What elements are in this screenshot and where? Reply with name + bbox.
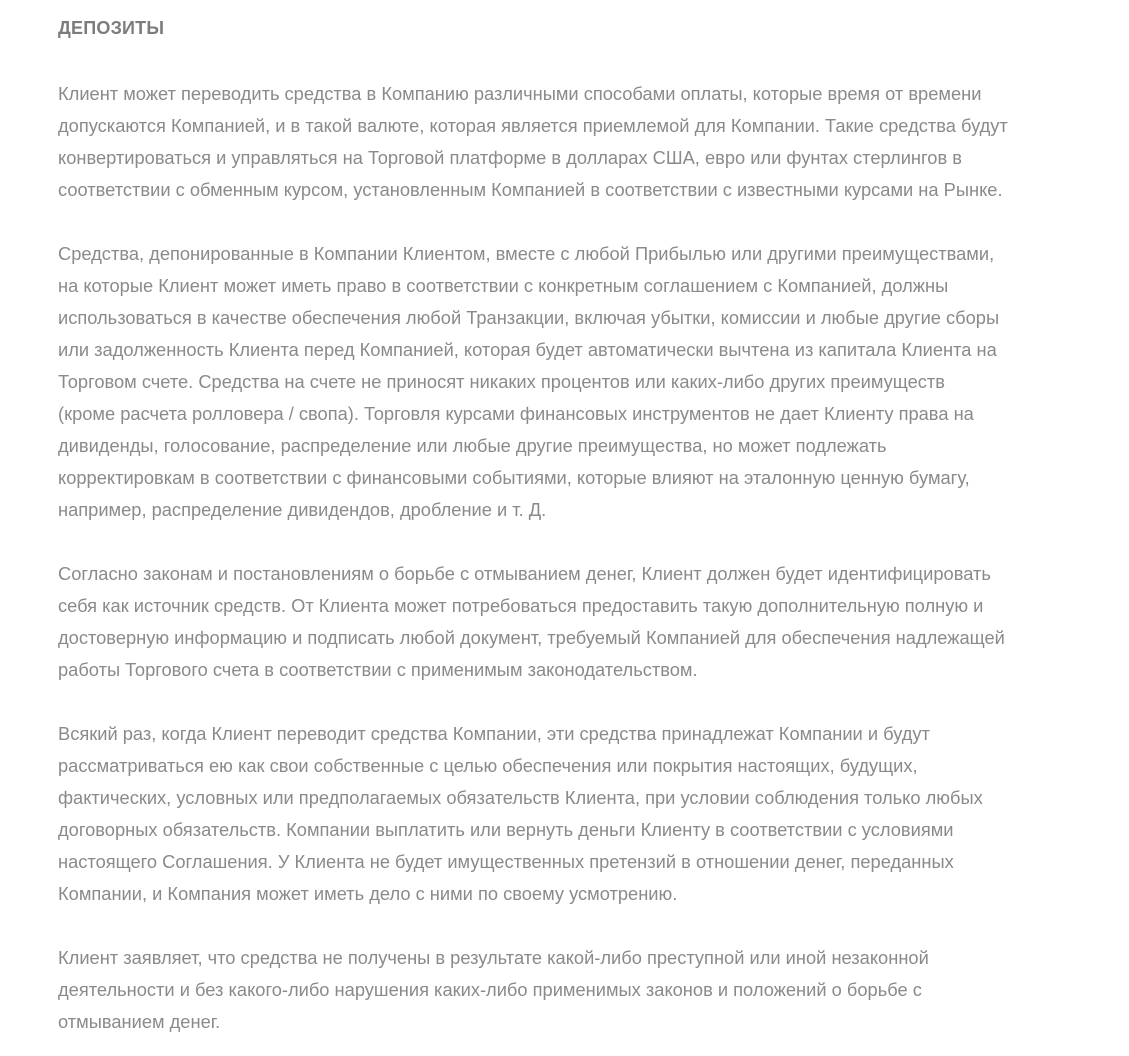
paragraph-aml-identification — [58, 558, 1108, 686]
text-line: деятельности и без какого-либо нарушения каких-либо применимых законов и положений о борьбе с — [58, 979, 922, 1000]
section-heading: ДЕПОЗИТЫ — [58, 18, 165, 38]
text-line: использоваться в качестве обеспечения любой Транзакции, включая убытки, комиссии и любые другие сборы — [58, 307, 1000, 328]
text-line: допускаются Компанией, и в такой валюте, которая является приемлемой для Компании. Такие средства будут — [58, 115, 1008, 136]
text-line: или задолженность Клиента перед Компанией, которая будет автоматически вычтена из капитала Клиента на — [58, 339, 997, 360]
text-line: на которые Клиент может иметь право в соответствии с конкретным соглашением с Компанией, должны — [58, 275, 949, 296]
text-line: соответствии с обменным курсом, установленным Компанией в соответствии с известными курсами на Рынке. — [58, 179, 1003, 200]
paragraph-collateral — [58, 238, 1108, 526]
text-line: Согласно законам и постановлениям о борьбе с отмыванием денег, Клиент должен будет идентифицировать — [58, 563, 991, 584]
text-line: фактических, условных или предполагаемых обязательств Клиента, при условии соблюдения только любых — [58, 787, 983, 808]
text-line: корректировкам в соответствии с финансовыми событиями, которые влияют на эталонную ценную бумагу, — [58, 467, 970, 488]
paragraph-legality-declaration — [58, 942, 1108, 1038]
text-line: дивиденды, голосование, распределение или любые другие преимущества, но может подлежать — [58, 435, 887, 456]
text-line: (кроме расчета ролловера / свопа). Торговля курсами финансовых инструментов не дает Клиенту права на — [58, 403, 974, 424]
text-line: работы Торгового счета в соответствии с применимым законодательством. — [58, 659, 698, 680]
paragraph-funds-ownership — [58, 718, 1108, 910]
paragraph-deposit-methods — [58, 78, 1108, 206]
text-line: рассматриваться ею как свои собственные с целью обеспечения или покрытия настоящих, будущих, — [58, 755, 918, 776]
text-line: Средства, депонированные в Компании Клиентом, вместе с любой Прибылью или другими преимуществами, — [58, 243, 995, 264]
document-content — [58, 0, 1108, 1038]
text-line: отмыванием денег. — [58, 1011, 221, 1032]
text-line: Клиент заявляет, что средства не получены в результате какой-либо преступной или иной незаконной — [58, 947, 929, 968]
text-line: Всякий раз, когда Клиент переводит средства Компании, эти средства принадлежат Компании и будут — [58, 723, 930, 744]
text-line: договорных обязательств. Компании выплатить или вернуть деньги Клиенту в соответствии с условиями — [58, 819, 954, 840]
text-line: Компании, и Компания может иметь дело с ними по своему усмотрению. — [58, 883, 678, 904]
text-line: конвертироваться и управляться на Торговой платформе в долларах США, евро или фунтах стерлингов в — [58, 147, 962, 168]
text-line: настоящего Соглашения. У Клиента не будет имущественных претензий в отношении денег, переданных — [58, 851, 954, 872]
text-line: Клиент может переводить средства в Компанию различными способами оплаты, которые время от времени — [58, 83, 982, 104]
text-line: Торговом счете. Средства на счете не приносят никаких процентов или каких-либо других преимуществ — [58, 371, 945, 392]
text-line: себя как источник средств. От Клиента может потребоваться предоставить такую дополнительную полную и — [58, 595, 984, 616]
text-line: достоверную информацию и подписать любой документ, требуемый Компанией для обеспечения надлежащей — [58, 627, 1005, 648]
text-line: например, распределение дивидендов, дробление и т. Д. — [58, 499, 547, 520]
